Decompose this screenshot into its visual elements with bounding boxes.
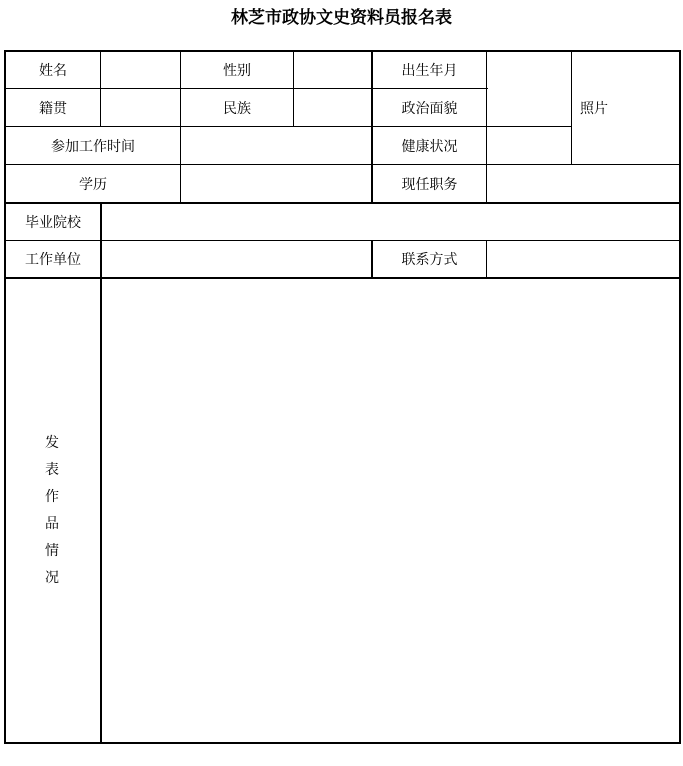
school-field[interactable]	[102, 204, 679, 240]
label-native-place: 籍贯	[39, 100, 67, 117]
table-border-bottom	[4, 742, 681, 744]
published-works-field[interactable]	[102, 279, 679, 742]
label-work-start: 参加工作时间	[51, 138, 135, 155]
contact-field[interactable]	[487, 241, 679, 277]
label-name: 姓名	[39, 63, 67, 79]
label-political-status: 政治面貌	[401, 101, 458, 117]
label-works-char: 作	[45, 489, 59, 505]
label-published-works	[4, 430, 100, 592]
form-title: 林芝市政协文史资料员报名表	[231, 8, 452, 28]
label-works-char: 况	[45, 570, 59, 586]
political-status-field[interactable]	[487, 89, 571, 126]
label-works-char: 品	[45, 516, 59, 532]
table-border-right	[679, 50, 681, 744]
employer-field[interactable]	[102, 241, 371, 277]
label-photo: 照片	[580, 101, 608, 117]
ethnicity-field[interactable]	[294, 89, 371, 126]
label-employer: 工作单位	[25, 252, 81, 268]
label-position: 现任职务	[401, 176, 458, 193]
name-field[interactable]	[101, 52, 180, 88]
photo-box[interactable]	[572, 52, 679, 164]
label-contact: 联系方式	[401, 252, 458, 268]
health-field[interactable]	[487, 127, 571, 164]
label-works-char: 情	[45, 543, 59, 559]
work-start-field[interactable]	[181, 127, 371, 164]
label-education: 学历	[79, 176, 107, 193]
birth-field[interactable]	[487, 52, 571, 88]
label-works-char: 表	[45, 462, 59, 478]
label-gender: 性别	[223, 63, 251, 79]
native-place-field[interactable]	[101, 89, 180, 126]
label-birth: 出生年月	[401, 63, 458, 79]
education-field[interactable]	[181, 165, 371, 202]
label-school: 毕业院校	[25, 215, 81, 231]
label-works-char: 发	[45, 435, 59, 451]
label-health: 健康状况	[401, 138, 458, 155]
label-ethnicity: 民族	[223, 100, 251, 117]
gender-field[interactable]	[294, 52, 371, 88]
position-field[interactable]	[487, 165, 679, 202]
